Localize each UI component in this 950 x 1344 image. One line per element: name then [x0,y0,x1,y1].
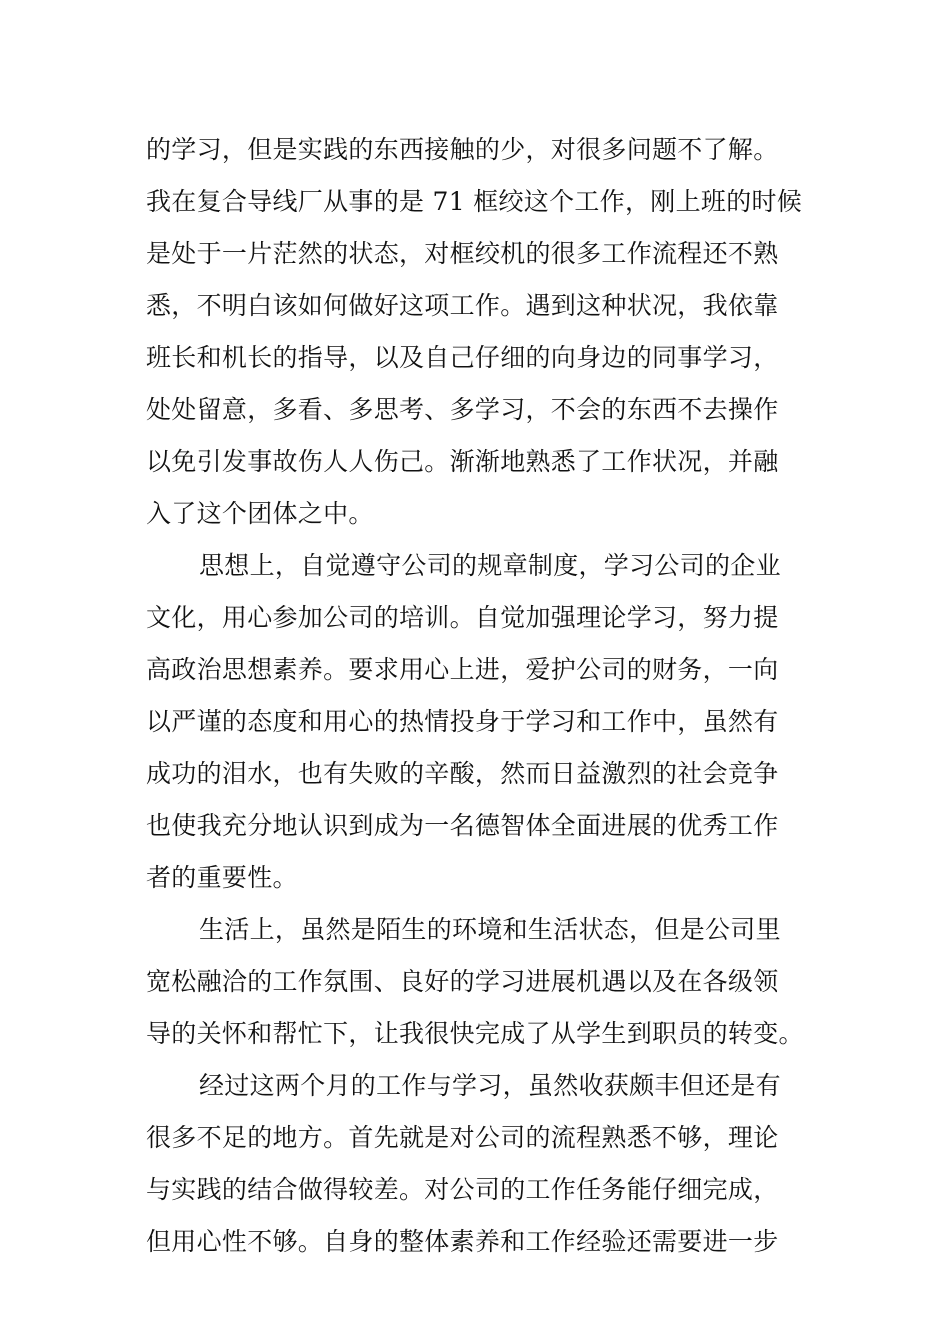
text-line: 很多不足的地方。首先就是对公司的流程熟悉不够，理论 [146,1123,779,1152]
paragraph-4 [146,1060,806,1268]
text-line: 也使我充分地认识到成为一名德智体全面进展的优秀工作 [146,811,779,840]
text-line: 成功的泪水，也有失败的辛酸，然而日益激烈的社会竞争 [146,759,779,788]
paragraph-1 [146,124,806,540]
text-line: 班长和机长的指导，以及自己仔细的向身边的同事学习， [146,343,779,372]
text-line: 入了这个团体之中。 [146,499,374,528]
text-line: 是处于一片茫然的状态，对框绞机的很多工作流程还不熟 [146,239,779,268]
text-line: 宽松融洽的工作氛围、良好的学习进展机遇以及在各级领 [146,967,779,996]
paragraph-2 [146,540,806,904]
text-line: 但用心性不够。自身的整体素养和工作经验还需要进一步 [146,1227,779,1256]
text-line: 的学习，但是实践的东西接触的少，对很多问题不了解。 [146,135,779,164]
text-line: 与实践的结合做得较差。对公司的工作任务能仔细完成， [146,1175,779,1204]
document-body [146,124,806,1268]
text-line: 文化，用心参加公司的培训。自觉加强理论学习，努力提 [146,603,779,632]
text-line: 者的重要性。 [146,863,298,892]
text-line: 高政治思想素养。要求用心上进，爱护公司的财务，一向 [146,655,779,684]
text-line: 思想上，自觉遵守公司的规章制度，学习公司的企业 [199,551,781,580]
text-line: 处处留意，多看、多思考、多学习，不会的东西不去操作 [146,395,779,424]
text-line: 我在复合导线厂从事的是 71 框绞这个工作，刚上班的时候 [146,187,803,216]
paragraph-3 [146,904,806,1060]
text-line: 悉，不明白该如何做好这项工作。遇到这种状况，我依靠 [146,291,779,320]
text-line: 经过这两个月的工作与学习，虽然收获颇丰但还是有 [199,1071,781,1100]
text-line: 以严谨的态度和用心的热情投身于学习和工作中，虽然有 [146,707,779,736]
text-line: 导的关怀和帮忙下，让我很快完成了从学生到职员的转变。 [146,1019,804,1048]
text-line: 以免引发事故伤人人伤己。渐渐地熟悉了工作状况，并融 [146,447,779,476]
text-line: 生活上，虽然是陌生的环境和生活状态，但是公司里 [199,915,781,944]
